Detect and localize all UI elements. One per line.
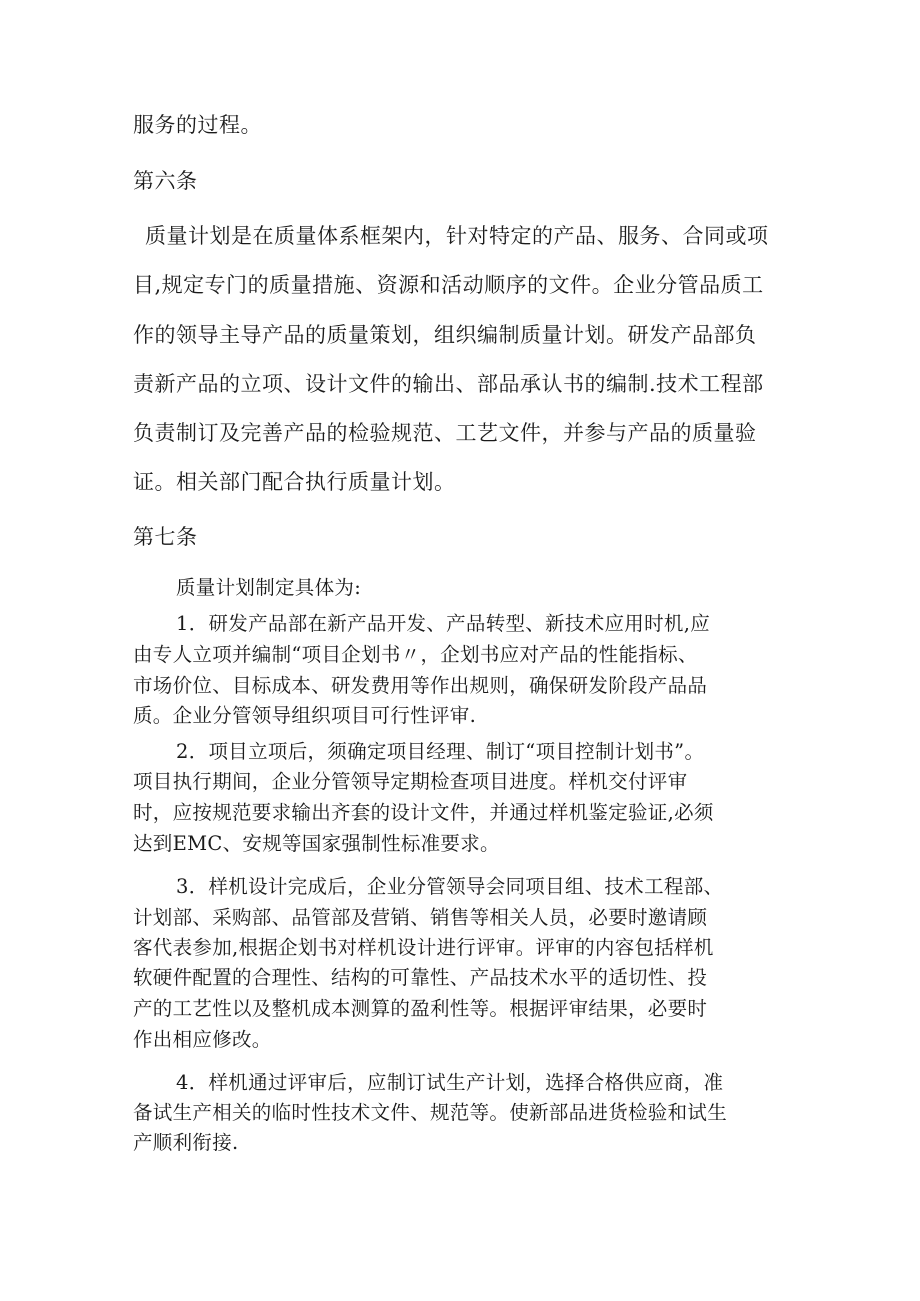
list-item-1: 1．研发产品部在新产品开发、产品转型、新技术应用时机,应 bbox=[176, 612, 711, 635]
text-line: 目,规定专门的质量措施、资源和活动顺序的文件。企业分管品质工 bbox=[133, 273, 764, 297]
text-line: 产的工艺性以及整机成本测算的盈利性等。根据评审结果，必要时 bbox=[133, 997, 708, 1020]
text-line: 备试生产相关的临时性技术文件、规范等。使新部品进货检验和试生 bbox=[133, 1101, 728, 1124]
section-heading-article-7: 第七条 bbox=[133, 525, 198, 549]
text-line: 质量计划制定具体为: bbox=[176, 576, 362, 599]
text-line: 责新产品的立项、设计文件的输出、部品承认书的编制.技术工程部 bbox=[133, 372, 764, 396]
text-line: 软硬件配置的合理性、结构的可靠性、产品技术水平的适切性、投 bbox=[133, 966, 708, 989]
text-line: 作出相应修改。 bbox=[133, 1028, 272, 1051]
text-line: 证。相关部门配合执行质量计划。 bbox=[133, 470, 456, 494]
text-line: 服务的过程。 bbox=[133, 113, 262, 137]
list-item-4: 4．样机通过评审后，应制订试生产计划，选择合格供应商，准 bbox=[176, 1071, 724, 1094]
text-line: 负责制订及完善产品的检验规范、工艺文件，并参与产品的质量验 bbox=[133, 421, 757, 445]
text-line: 市场价位、目标成本、研发费用等作出规则，确保研发阶段产品品 bbox=[133, 674, 708, 697]
text-line: 达到EMC、安规等国家强制性标准要求。 bbox=[133, 832, 500, 855]
text-line: 质量计划是在质量体系框架内，针对特定的产品、服务、合同或项 bbox=[145, 224, 769, 248]
list-item-2: 2．项目立项后，须确定项目经理、制订“项目控制计划书”。 bbox=[176, 740, 705, 763]
text-line: 由专人立项并编制“项目企划书〃，企划书应对产品的性能指标、 bbox=[133, 643, 698, 666]
text-line: 作的领导主导产品的质量策划，组织编制质量计划。研发产品部负 bbox=[133, 323, 757, 347]
list-item-3: 3．样机设计完成后，企业分管领导会同项目组、技术工程部、 bbox=[176, 875, 724, 898]
text-line: 计划部、采购部、品管部及营销、销售等相关人员，必要时邀请顾 bbox=[133, 906, 708, 929]
text-line: 产顺利衔接. bbox=[133, 1131, 239, 1154]
section-heading-article-6: 第六条 bbox=[133, 169, 198, 193]
text-line: 质。企业分管领导组织项目可行性评审. bbox=[133, 704, 477, 727]
text-line: 项目执行期间，企业分管领导定期检查项目进度。样机交付评审 bbox=[133, 770, 688, 793]
text-line: 时，应按规范要求输出齐套的设计文件，并通过样机鉴定验证,必须 bbox=[133, 801, 714, 824]
text-line: 客代表参加,根据企划书对样机设计进行评审。评审的内容包括样机 bbox=[133, 936, 714, 959]
